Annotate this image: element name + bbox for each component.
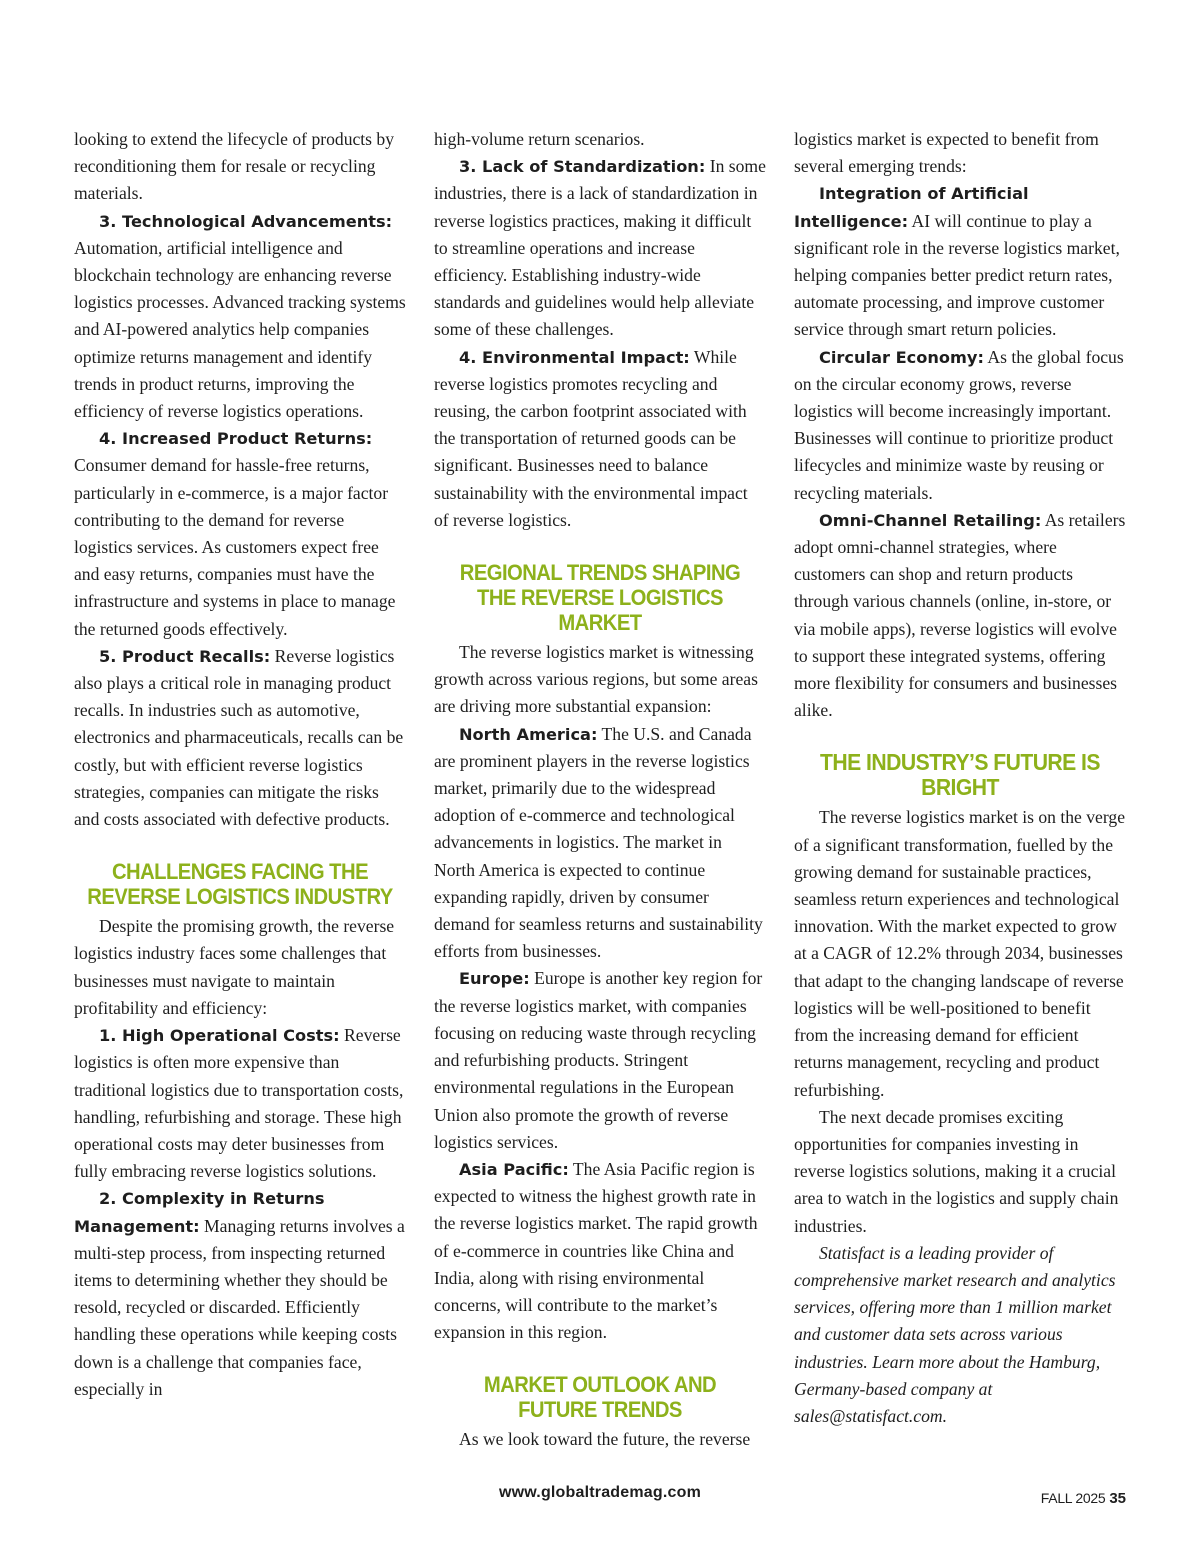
paragraph-lead: 2. Complexity in Returns Management: [74, 1189, 325, 1236]
paragraph-lead: Asia Pacific: [459, 1159, 569, 1179]
paragraph: The reverse logistics market is witnessing growth across various regions, but some areas are driving more substantial expansion: [434, 642, 758, 717]
paragraph-lead: 1. High Operational Costs: [99, 1026, 340, 1046]
section-heading-future: THE INDUSTRY’S FUTURE IS BRIGHT [820, 749, 1100, 801]
paragraph: logistics market is expected to benefit from several emerging trends: [794, 129, 1099, 177]
paragraph [74, 208, 406, 426]
paragraph-lead: Circular Economy: [819, 347, 984, 367]
paragraph [434, 721, 766, 966]
section-heading-challenges: CHALLENGES FACING THE REVERSE LOGISTICS INDUSTRY [87, 859, 393, 910]
author-bio: Statisfact is a leading provider of comprehensive market research and analytics services, offering more than 1 million market and customer data sets across various industries. Learn more about the Hamburg, Germany-based company at sales@statisfact.com. [794, 1242, 1116, 1426]
paragraph-lead: 4. Increased Product Returns: [99, 429, 373, 449]
column-1 [74, 126, 406, 1403]
paragraph [434, 153, 766, 343]
paragraph-text: Consumer demand for hassle-free returns, particularly in e-commerce, is a major factor contributing to the demand for reverse logistics services. As customers expect free and easy returns, companies must have the infrastructure and systems in place to manage the returned goods effectively. [74, 455, 396, 639]
paragraph-lead: 3. Technological Advancements: [99, 211, 393, 231]
paragraph: looking to extend the lifecycle of products by reconditioning them for resale or recycling materials. [74, 129, 395, 204]
paragraph [794, 180, 1126, 343]
paragraph-text: Automation, artificial intelligence and blockchain technology are enhancing reverse logistics processes. Advanced tracking systems and AI-powered analytics help companies optimize returns management and identify trends in product returns, improving the efficiency of reverse logistics operations. [74, 237, 406, 422]
section-heading-regional-trends: REGIONAL TRENDS SHAPING THE REVERSE LOGISTICS MARKET [459, 560, 741, 636]
paragraph-text: The U.S. and Canada are prominent players in the reverse logistics market, primarily due to the widespread adoption of e-commerce and technological advancements in logistics. The market in North America is expected to continue expanding rapidly, driven by consumer demand for seamless returns and sustainability efforts from businesses. [434, 723, 763, 962]
paragraph [434, 1156, 766, 1346]
section-heading-market-outlook: MARKET OUTLOOK AND FUTURE TRENDS [483, 1372, 717, 1423]
paragraph-text: As the global focus on the circular economy grows, reverse logistics will become increasingly important. Businesses will continue to prioritize product lifecycles and minimize waste by reusing or recycling materials. [794, 346, 1124, 503]
paragraph [74, 425, 406, 643]
paragraph-lead: 4. Environmental Impact: [459, 347, 690, 367]
paragraph [74, 1022, 406, 1185]
paragraph-lead: 5. Product Recalls: [99, 646, 271, 666]
paragraph: As we look toward the future, the reverse [459, 1429, 751, 1450]
paragraph [434, 965, 766, 1155]
paragraph-text: The Asia Pacific region is expected to witness the highest growth rate in the reverse logistics market. The rapid growth of e-commerce in countries like China and India, along with rising environmental concerns, will contribute to the market’s expansion in this region. [434, 1158, 758, 1343]
paragraph-lead: Omni-Channel Retailing: [819, 510, 1042, 530]
column-2 [434, 126, 766, 1454]
paragraph [74, 1185, 406, 1403]
paragraph-text: Managing returns involves a multi-step process, from inspecting returned items to determining whether they should be resold, recycled or discarded. Efficiently handling these operations while keeping costs down is a challenge that companies face, especially in [74, 1215, 405, 1399]
paragraph-text: AI will continue to play a significant role in the reverse logistics market, helping companies better predict return rates, automate processing, and improve customer service through smart return policies. [794, 210, 1120, 340]
paragraph-text: Europe is another key region for the reverse logistics market, with companies focusing on reducing waste through recycling and refurbishing products. Stringent environmental regulations in the European Union also promote the growth of reverse logistics services. [434, 968, 763, 1152]
paragraph-lead: Integration of Artificial Intelligence: [794, 184, 1029, 231]
page-number: 35 [1109, 1490, 1126, 1507]
paragraph [794, 507, 1126, 725]
paragraph-text: In some industries, there is a lack of standardization in reverse logistics practices, making it difficult to streamline operations and increase efficiency. Establishing industry-wide standards and guidelines would help alleviate some of these challenges. [434, 156, 766, 340]
paragraph-text: While reverse logistics promotes recycling and reusing, the carbon footprint associated with the transportation of returned goods can be significant. Businesses need to balance sustainability with the environmental impact of reverse logistics. [434, 346, 748, 530]
paragraph [794, 344, 1126, 507]
paragraph-text: Reverse logistics is often more expensive than traditional logistics due to transportation costs, handling, refurbishing and storage. These high operational costs may deter businesses from fully embracing reverse logistics solutions. [74, 1025, 404, 1182]
paragraph-lead: Europe: [459, 969, 530, 989]
paragraph-lead: North America: [459, 724, 598, 744]
paragraph [74, 643, 406, 833]
issue-season: FALL 2025 [1040, 1490, 1106, 1506]
paragraph: high-volume return scenarios. [434, 129, 645, 149]
footer-website-link[interactable]: www.globaltrademag.com [498, 1484, 702, 1501]
paragraph-text: As retailers adopt omni-channel strategies, where customers can shop and return products through various channels (online, in-store, or via mobile apps), reverse logistics will evolve to support these integrated systems, offering more flexibility for consumers and businesses alike. [794, 509, 1126, 721]
paragraph-text: Reverse logistics also plays a critical role in managing product recalls. In industries such as automotive, electronics and pharmaceuticals, recalls can be costly, but with efficient reverse logistics strategies, companies can mitigate the risks and costs associated with defective products. [74, 645, 404, 830]
page-footer [1041, 1490, 1126, 1507]
paragraph: The reverse logistics market is on the verge of a significant transformation, fuelled by the growing demand for sustainable practices, seamless return experiences and technological innovation. With the market expected to grow at a CAGR of 12.2% through 2034, businesses that adapt to the changing landscape of reverse logistics will be well-positioned to benefit from the increasing demand for efficient returns management, recycling and product refurbishing. [794, 807, 1126, 1100]
paragraph [434, 344, 766, 534]
paragraph: Despite the promising growth, the reverse logistics industry faces some challenges that businesses must navigate to maintain profitability and efficiency: [74, 916, 395, 1018]
paragraph: The next decade promises exciting opportunities for companies investing in reverse logistics solutions, making it a crucial area to watch in the logistics and supply chain industries. [794, 1106, 1119, 1236]
column-3 [794, 126, 1126, 1430]
paragraph-lead: 3. Lack of Standardization: [459, 157, 706, 177]
